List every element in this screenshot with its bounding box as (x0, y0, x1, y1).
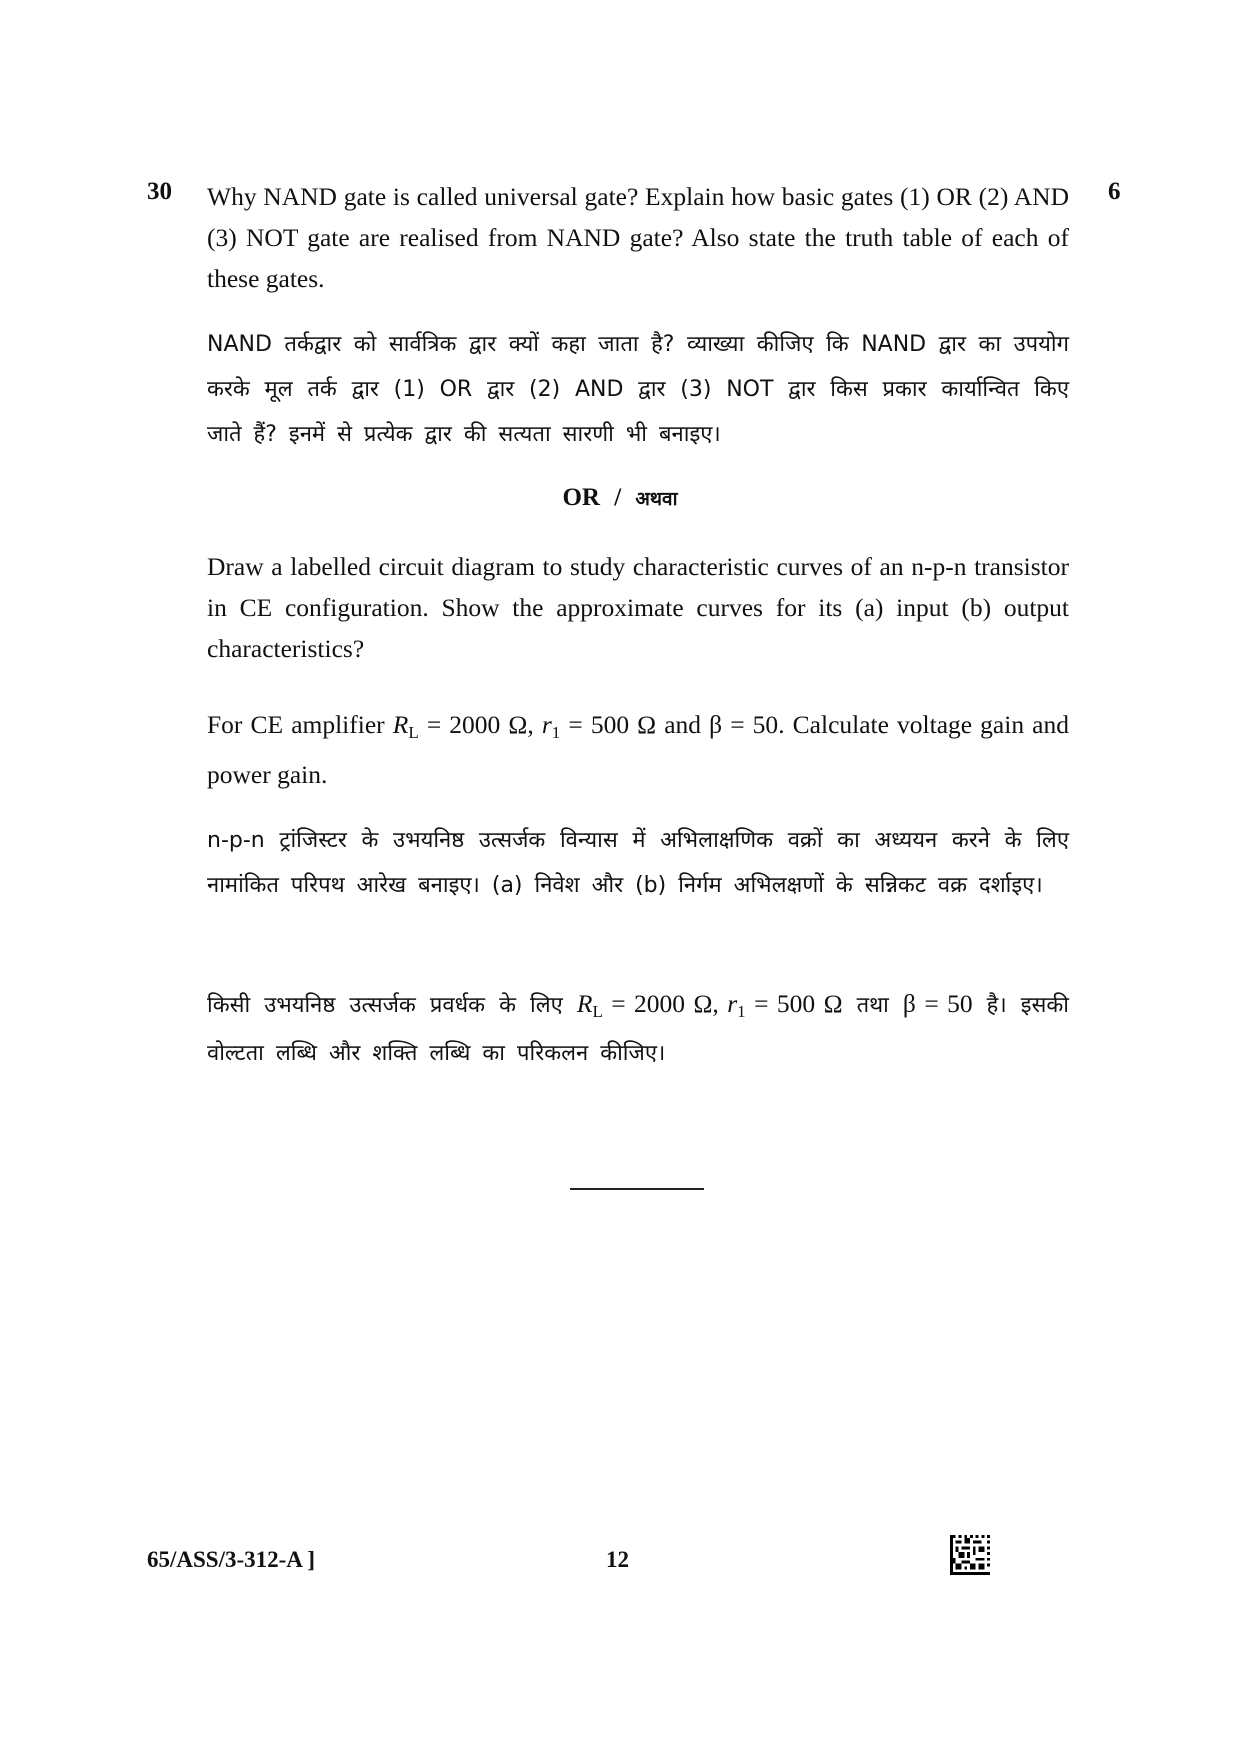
beta-formula-hindi: β = 50 (902, 989, 973, 1018)
question-text-hindi: NAND तर्कद्वार को सार्वत्रिक द्वार क्यों कहा जाता है? व्याख्या कीजिए कि NAND द्वार का उपयोग करके मूल तर्क द्वार (1) OR द्वार (2) AND द्वार (3) NOT द्वार किस प्रकार कार्यान्वित किए जाते हैं? इनमें से प्रत्येक द्वार की सत्यता सारणी भी बनाइए। (207, 332, 1069, 447)
or-label-english: OR (562, 484, 600, 511)
amplifier-lead-text-hindi: किसी उभयनिष्ठ उत्सर्जक प्रवर्धक के लिए (207, 993, 563, 1018)
gain-question-text: . Calculate voltage gain and power gain. (207, 710, 1069, 789)
amplifier-lead-text: For CE amplifier (207, 710, 385, 739)
question-text-english: Why NAND gate is called universal gate? Explain how basic gates (1) OR (2) AND (3) NOT gate are realised from NAND gate? Also state the truth table of each of these gates. (207, 182, 1069, 293)
end-of-question-rule (570, 1188, 704, 1190)
or-separator: / (614, 484, 622, 511)
and-word: and (664, 710, 702, 739)
gain-question-text-hindi: है। इसकी वोल्टता लब्धि और शक्ति लब्धि का परिकलन कीजिए। (207, 993, 1069, 1066)
data-matrix-code-icon (950, 1535, 990, 1575)
and-word-hindi: तथा (856, 993, 889, 1018)
page-number: 12 (606, 1547, 629, 1572)
load-resistance-formula: $R_L = 2000$ Ω, $r_1 = 500$ Ω (392, 710, 657, 742)
load-resistance-formula-hindi: $R_L = 2000$ Ω, $r_1 = 500$ Ω (576, 989, 843, 1021)
alternative-text-hindi-1: n-p-n ट्रांजिस्टर के उभयनिष्ठ उत्सर्जक विन्यास में अभिलाक्षणिक वक्रों का अध्ययन करने के लिए नामांकित परिपथ आरेख बनाइए। (a) निवेश और (b) निर्गम अभिलक्षणों के सन्निकट वक्र दर्शाइए। (207, 828, 1069, 898)
question-marks: 6 (1108, 178, 1121, 205)
paper-code: 65/ASS/3-312-A ] (147, 1547, 316, 1572)
or-heading (0, 484, 1240, 512)
alternative-text-english-2 (207, 700, 1069, 800)
alternative-text-english-1: Draw a labelled circuit diagram to study characteristic curves of an n-p-n transistor in CE configuration. Show the approximate curves for its (a) input (b) output characteristics? (207, 552, 1069, 663)
alternative-text-hindi-2 (207, 980, 1069, 1078)
or-label-hindi: अथवा (635, 488, 678, 510)
question-number: 30 (147, 178, 172, 205)
beta-formula: β = 50 (709, 710, 779, 739)
